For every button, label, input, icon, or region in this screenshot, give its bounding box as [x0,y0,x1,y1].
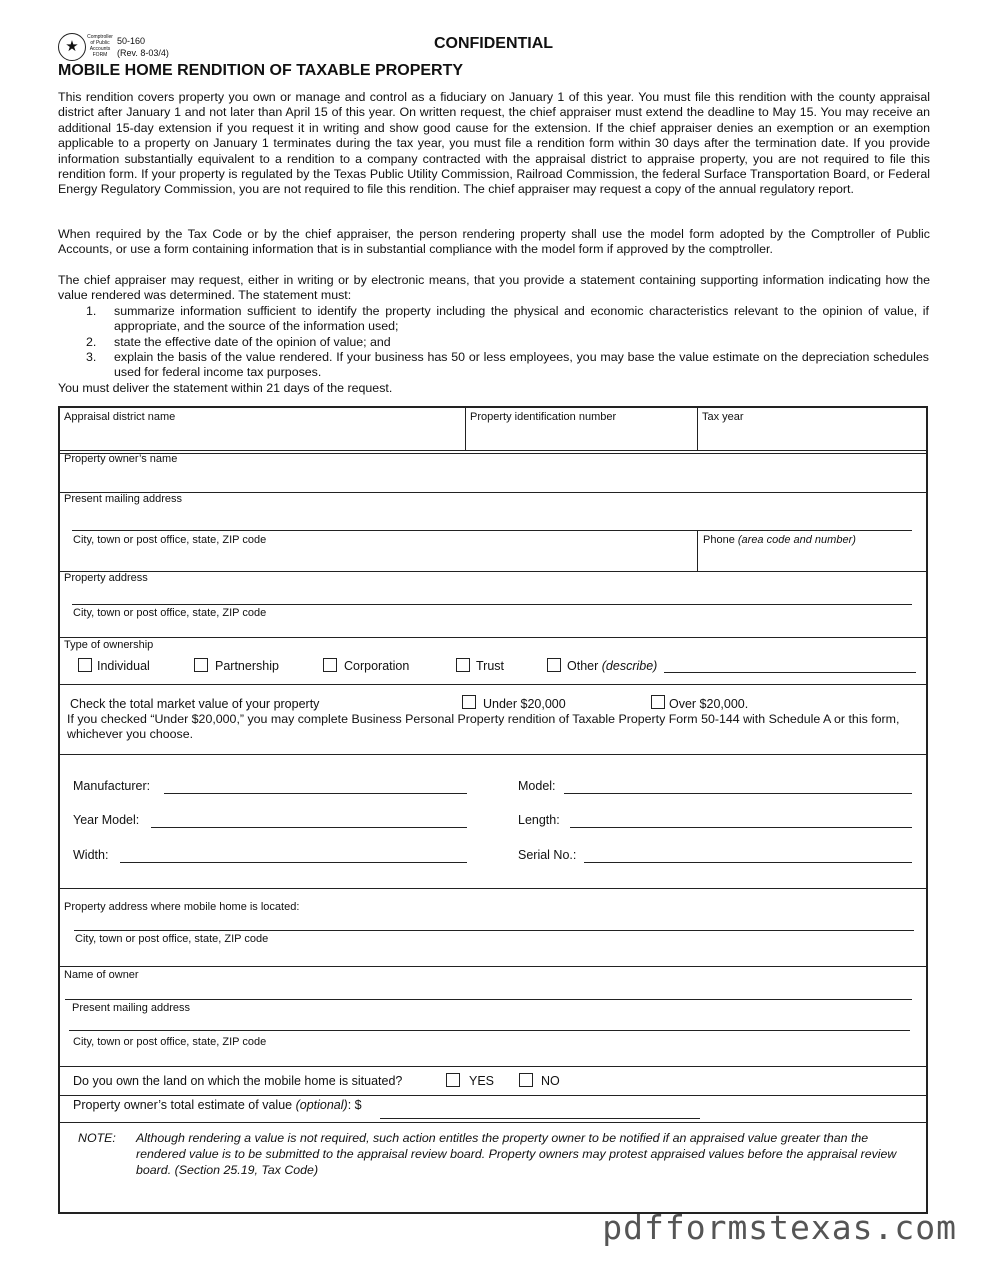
other-describe-field[interactable] [664,672,916,673]
divider [60,684,926,685]
estimate-label [73,1098,362,1113]
estimate-field[interactable] [380,1118,700,1119]
note-text: Although rendering a value is not required, such action entitles the property owner to be notified if an appraised value greater than the rendered value is to be submitted to the appraisal review board. Property owners may protest appraised values before the appraisal review board. (Section 25.19, Tax Code) [136,1131,897,1177]
seal-line: Comptroller [87,34,113,40]
other-label [567,659,657,674]
individual-checkbox[interactable] [78,658,92,672]
phone-label [703,534,856,547]
field-line [65,999,912,1000]
seal-line: Accounts [89,46,111,52]
individual-label: Individual [97,659,150,673]
form-title: MOBILE HOME RENDITION OF TAXABLE PROPERTY [58,62,464,79]
year-model-field[interactable] [151,827,467,828]
field-line [72,530,912,531]
under-20000-checkbox[interactable] [462,695,476,709]
field-line [74,930,914,931]
phone-hint: (area code and number) [737,534,856,546]
over-20000-checkbox[interactable] [651,695,665,709]
divider [60,571,926,572]
city-zip-label: City, town or post office, state, ZIP code [73,534,267,546]
other-text: Other [567,659,599,673]
divider [60,453,926,454]
confidential-label: CONFIDENTIAL [433,35,554,52]
divider [697,530,698,571]
ownership-type-label: Type of ownership [64,639,154,651]
mailing-address-label: Present mailing address [64,493,183,505]
model-field[interactable] [564,793,912,794]
serial-field[interactable] [584,862,912,863]
name-of-owner-label: Name of owner [64,969,139,981]
divider [60,1095,926,1096]
other-describe: (describe) [601,659,658,673]
partnership-checkbox[interactable] [194,658,208,672]
city-zip-label: City, town or post office, state, ZIP code [73,1036,267,1048]
divider [465,408,466,450]
owner-mailing-label: Present mailing address [72,1002,191,1014]
divider [60,637,926,638]
no-label: NO [541,1074,560,1088]
manufacturer-field[interactable] [164,793,467,794]
form-revision: (Rev. 8-03/4) [117,48,169,58]
estimate-optional: (optional) [295,1098,348,1112]
watermark: pdfformstexas.com [602,1208,957,1247]
city-zip-label: City, town or post office, state, ZIP code [73,607,267,619]
width-label: Width: [73,848,109,862]
market-value-question: Check the total market value of your property [70,697,320,711]
divider [60,754,926,755]
other-checkbox[interactable] [547,658,561,672]
list-number: 3. [86,350,97,364]
divider [60,450,926,451]
seal-line: FORM [92,52,108,58]
corporation-label: Corporation [344,659,410,673]
under-20000-label: Under $20,000 [483,697,566,711]
divider [60,1066,926,1067]
divider [60,966,926,967]
divider [697,408,698,450]
intro-paragraph-4: You must deliver the statement within 21 days of the request. [58,381,393,395]
list-number: 1. [86,304,97,318]
width-field[interactable] [120,862,467,863]
list-item: summarize information sufficient to identify the property including the physical and economic characteristics relevant to the opinion of value, if appropriate, and the source of the information used; [114,304,929,334]
corporation-checkbox[interactable] [323,658,337,672]
intro-paragraph-2: When required by the Tax Code or by the chief appraiser, the person rendering property shall use the model form adopted by the Comptroller of Public Accounts, or use a form containing information that is in substantial compliance with the model form if approved by the comptroller. [58,227,930,257]
trust-checkbox[interactable] [456,658,470,672]
own-land-yes-checkbox[interactable] [446,1073,460,1087]
trust-label: Trust [476,659,505,673]
note-label: NOTE: [78,1131,116,1145]
owner-name-label: Property owner’s name [64,453,178,465]
list-item: state the effective date of the opinion of value; and [114,335,391,349]
field-line [72,604,912,605]
divider [60,492,926,493]
comptroller-seal-icon: ★ [58,33,86,61]
estimate-text: Property owner’s total estimate of value [73,1098,293,1112]
tax-year-label: Tax year [702,411,744,423]
property-address-label: Property address [64,572,148,584]
field-line [69,1030,910,1031]
seal-line: of Public [90,40,110,46]
over-20000-label: Over $20,000. [669,697,749,711]
appraisal-district-label: Appraisal district name [64,411,176,423]
manufacturer-label: Manufacturer: [73,779,151,793]
list-item: explain the basis of the value rendered. If your business has 50 or less employees, you may base the value estimate on the depreciation schedules used for federal income tax purposes. [114,350,929,380]
market-value-note: If you checked “Under $20,000,” you may complete Business Personal Property rendition of Taxable Property Form 50-144 with Schedule A or this form, whichever you choose. [67,712,900,741]
estimate-dollar: : $ [347,1098,362,1112]
length-field[interactable] [570,827,912,828]
city-zip-label: City, town or post office, state, ZIP code [75,933,269,945]
model-label: Model: [518,779,556,793]
partnership-label: Partnership [215,659,279,673]
property-id-label: Property identification number [470,411,617,423]
divider [60,888,926,889]
intro-paragraph-1: This rendition covers property you own or manage and control as a fiduciary on January 1 of this year. You must file this rendition with the county appraisal district after January 1 and not later than April 15 of this year. On written request, the chief appraiser must extend the deadline to May 15. You may receive an additional 15-day extension if you request it in writing and show good cause for the extension. If the chief appraiser denies an exemption or an exemption applicable to a property on January 1 terminates during the tax year, you must file a rendition form within 30 days after the termination date. If you provide information substantially equivalent to a rendition to a company contracted with the appraisal district to appraise property, you are not required to file this rendition form. If your property is regulated by the Texas Public Utility Commission, Railroad Commission, the federal Surface Transportation Board, or Federal Energy Regulatory Commission, you are not required to file this rendition. The chief appraiser may request a copy of the annual regulatory report. [58,90,930,197]
year-model-label: Year Model: [73,813,140,827]
divider [60,1122,926,1123]
phone-text: Phone [703,534,735,546]
rendition-form [58,406,928,1214]
serial-label: Serial No.: [518,848,577,862]
yes-label: YES [469,1074,495,1088]
own-land-no-checkbox[interactable] [519,1073,533,1087]
list-number: 2. [86,335,97,349]
mh-address-label: Property address where mobile home is located: [64,901,300,913]
own-land-question: Do you own the land on which the mobile home is situated? [73,1074,403,1088]
intro-paragraph-3: The chief appraiser may request, either in writing or by electronic means, that you provide a statement containing supporting information indicating how the value rendered was determined. The statement must: [58,273,930,303]
length-label: Length: [518,813,560,827]
form-number: 50-160 [117,36,146,46]
